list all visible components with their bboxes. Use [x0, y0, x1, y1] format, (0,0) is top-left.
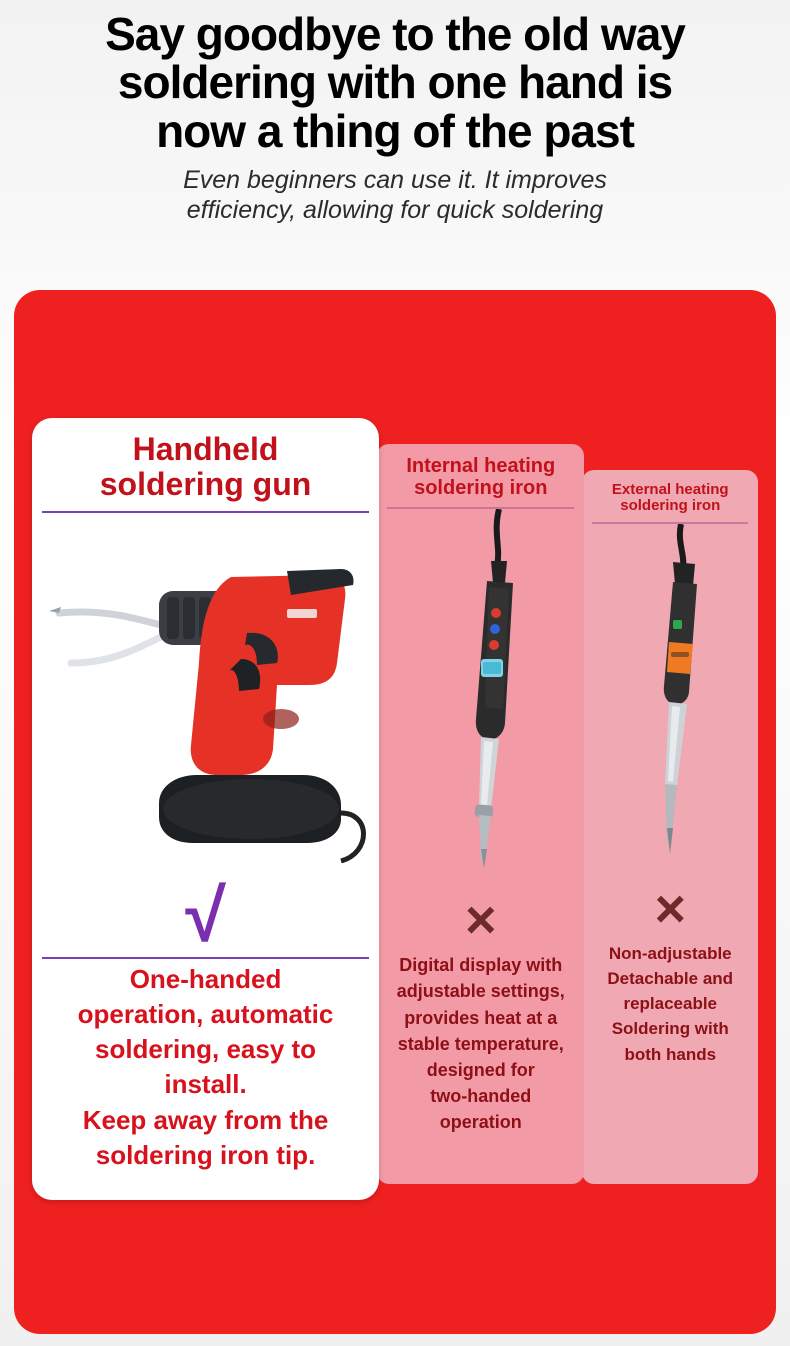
- comparison-columns: [32, 418, 758, 1200]
- feature-line: both hands: [624, 1044, 717, 1064]
- subheadline-line-1: Even beginners can use it. It improves: [183, 165, 607, 194]
- column-handheld-soldering-gun[interactable]: [32, 418, 379, 1200]
- column-title-external: [582, 470, 758, 522]
- feature-line: adjustable settings,: [396, 981, 565, 1002]
- column-title-line-1: External heating: [611, 481, 729, 498]
- column-internal-heating-soldering-iron[interactable]: [377, 444, 584, 1184]
- cross-mark-icon: ×: [464, 890, 497, 951]
- feature-line: provides heat at a: [404, 1007, 558, 1028]
- column-title-line-2: soldering iron: [414, 476, 548, 499]
- feature-line: Soldering with: [611, 1019, 729, 1039]
- external-heating-soldering-iron-photo: [582, 524, 758, 864]
- column-external-heating-soldering-iron[interactable]: [582, 470, 758, 1184]
- feature-line: install.: [164, 1069, 247, 1100]
- feature-line: replaceable: [623, 994, 718, 1014]
- feature-line: stable temperature,: [397, 1033, 564, 1054]
- cross-mark-icon: ×: [654, 879, 687, 940]
- headline-line-3: now a thing of the past: [156, 104, 634, 157]
- feature-line: soldering iron tip.: [95, 1139, 316, 1170]
- column-title-internal: [377, 444, 584, 507]
- page-headline: [0, 0, 790, 155]
- feature-line: One-handed: [129, 964, 282, 995]
- headline-line-1: Say goodbye to the old way: [105, 8, 685, 60]
- feature-line: designed for: [426, 1059, 535, 1080]
- internal-heating-soldering-iron-photo: [377, 509, 584, 875]
- feature-line: Keep away from the: [82, 1104, 329, 1135]
- feature-line: Digital display with: [399, 955, 563, 976]
- handheld-soldering-gun-photo: [32, 513, 379, 869]
- column-title-line-1: Handheld: [132, 431, 279, 467]
- column-features-handheld: [32, 959, 379, 1190]
- column-features-external: [582, 942, 758, 1079]
- feature-line: two-handed: [430, 1085, 532, 1106]
- column-title-handheld: [32, 418, 379, 511]
- feature-line: soldering, easy to: [94, 1034, 317, 1065]
- feature-line: operation, automatic: [77, 999, 334, 1030]
- column-title-line-2: soldering gun: [99, 465, 312, 502]
- feature-line: Detachable and: [607, 969, 734, 989]
- column-title-line-2: soldering iron: [620, 497, 721, 515]
- check-mark-icon: √: [185, 874, 226, 958]
- subheadline-line-2: efficiency, allowing for quick soldering: [186, 196, 604, 225]
- feature-line: Non-adjustable: [608, 944, 732, 964]
- headline-line-2: soldering with one hand is: [117, 56, 673, 109]
- column-features-internal: [377, 953, 584, 1148]
- page-subheadline: [0, 155, 790, 226]
- feature-line: operation: [439, 1112, 522, 1133]
- column-title-line-1: Internal heating: [406, 455, 556, 477]
- comparison-panel: [14, 290, 776, 1334]
